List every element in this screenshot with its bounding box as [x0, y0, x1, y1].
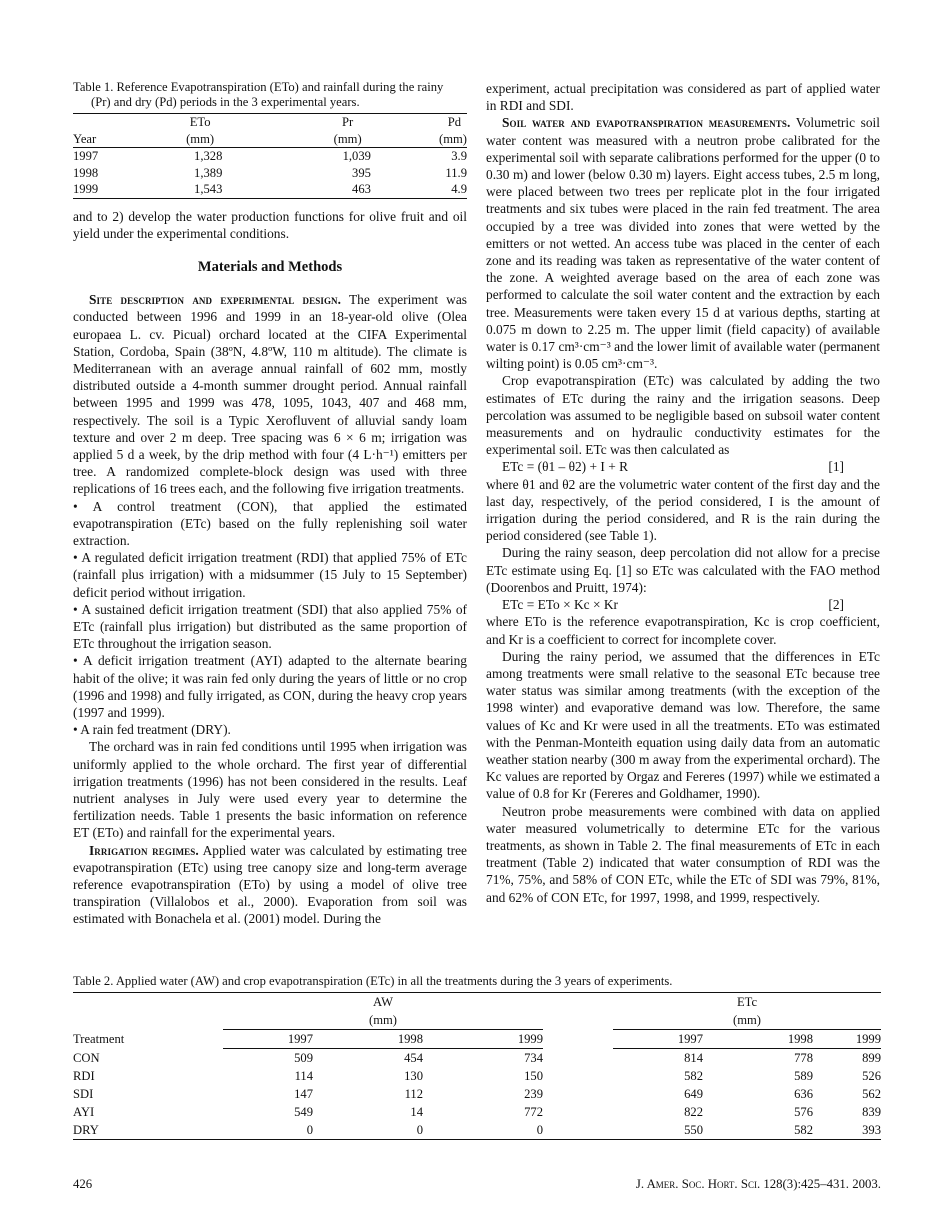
table2-cell-aw: 14	[410, 1105, 423, 1119]
table2-cell-treatment: RDI	[73, 1069, 95, 1083]
crop-paragraph: Crop evapotranspiration (ETc) was calculated by adding the two estimates of ETc during the rainy and the irrigation seasons. Deep percolation was assumed to be negligible based on subsoil water content measurements and on hydraulic conductivity estimates for the experimental soil. ETc was then calculated as	[486, 373, 880, 458]
table2-header-year: 1997	[223, 1030, 313, 1049]
table2-cell-aw: 114	[294, 1069, 313, 1083]
left-column	[73, 80, 467, 928]
table2-cell-aw: 454	[404, 1051, 423, 1065]
table2-header-year: 1998	[703, 1030, 813, 1049]
table1-cell-pd: 11.9	[445, 165, 467, 180]
orchard-paragraph: The orchard was in rain fed conditions until 1995 when irrigation was uniformly applied to the whole orchard. The first year of differential irrigation treatments (1996) has not been considered in the results. Leaf nutrient analyses in July were used every year to determine the fertilization needs. Table 1 presents the basic information on reference ET (ETo) and rainfall for the experimental years.	[73, 739, 467, 841]
right-column	[486, 80, 880, 906]
table2-spacer	[543, 1085, 613, 1103]
journal-citation: J. Amer. Soc. Hort. Sci. 128(3):425–431. 2003.	[635, 1177, 881, 1191]
table2-row	[73, 1049, 881, 1068]
table1-cell-eto: 1,389	[194, 165, 223, 180]
table2-row	[73, 1103, 881, 1121]
table2-cell-aw: 0	[536, 1123, 543, 1137]
table2-cell-aw: 509	[294, 1051, 313, 1065]
table1-caption-line1: Table 1. Reference Evapotranspiration (ETo) and rainfall during the rainy	[73, 80, 444, 94]
treatment-item: • A deficit irrigation treatment (AYI) adapted to the alternate bearing habit of the olive; it was rain fed only during the years of little or no crop (1996 and 1998) and fully irrigated, as CON, during the heavy crop years (1997 and 1999).	[73, 653, 467, 720]
table1-cell-pr: 463	[352, 182, 371, 196]
table1-cell-year: 1998	[73, 165, 99, 180]
table1-unit-pr: (mm)	[280, 131, 415, 148]
table2-row	[73, 1085, 881, 1103]
table2-cell-etc: 839	[862, 1105, 881, 1119]
table1-unit-eto: (mm)	[120, 131, 281, 148]
table1-row	[73, 148, 467, 165]
site-paragraph: The experiment was conducted between 1996 and 1999 in an 18-year-old olive (Olea europaea L. cv. Picual) orchard located at the CIFA Experimental Station, Cordoba, Spain (38ºN, 4.8ºW, 110 m altitude). The climate is Mediterranean with an average annual rainfall of 602 mm, mostly distributed outside a 4-month summer drought period. Annual rainfall between 1995 and 1999 was 478, 1095, 1043, 407 and 468 mm, respectively. The soil is a Typic Xerofluvent of alluvial sandy loam texture and over 2 m deep. Tree spacing was 6 × 6 m; irrigation was applied 5 d a week, by the drip method with four (4 L·h⁻¹) emitters per tree. A randomized complete-block design was used with three replications of 16 trees each, and the following five irrigation treatments.	[73, 292, 467, 497]
equation-2-body: ETc = ETo × Kc × Kr	[502, 597, 618, 613]
table1-row	[73, 165, 467, 182]
table2-cell-aw: 239	[524, 1087, 543, 1101]
equation-2-number: [2]	[828, 597, 844, 613]
table2-cell-treatment: AYI	[73, 1105, 95, 1119]
table2-unit-aw: (mm)	[223, 1011, 543, 1030]
table2-header-year: 1999	[423, 1030, 543, 1049]
table2-cell-aw: 130	[404, 1069, 423, 1083]
table2-cell-aw: 734	[524, 1051, 543, 1065]
table2-cell-aw: 112	[404, 1087, 423, 1101]
table2-cell-etc: 582	[794, 1123, 813, 1137]
table2-header-year: 1998	[313, 1030, 423, 1049]
during-paragraph: During the rainy period, we assumed that the differences in ETc among treatments were small relative to the seasonal ETc because tree water status was similar among treatments (with the exception of the 1998 winter) and evaporative demand was low. Therefore, the same values of Kc and Kr were used in all the treatments. ETo was estimated with the Penman-Monteith equation using daily data from an automatic weather station nearby (300 m away from the experimental orchard). The Kc values are reported by Orgaz and Fereres (1997) while we estimated a value of 0.8 for Kr (Fereres and Goldhamer, 1990).	[486, 648, 880, 802]
table2-cell-aw: 147	[294, 1087, 313, 1101]
table1-caption	[73, 80, 467, 110]
table2-spacer	[543, 1030, 613, 1049]
site-subheading: Site description and experimental design.	[89, 292, 342, 308]
table1-cell-pr: 395	[352, 165, 371, 180]
table1-cell-pd: 3.9	[451, 149, 467, 163]
table2-row	[73, 1121, 881, 1140]
table2-row	[73, 1067, 881, 1085]
table2-cell-etc: 576	[794, 1105, 813, 1119]
table1-unit-pd: (mm)	[415, 131, 467, 148]
soil-paragraph: Volumetric soil water content was measured with a neutron probe calibrated for the experimental soil with separate calibrations performed for the upper (0 to 0.30 m) and lower (below 0.30 m) layers. Eight access tubes, 2.5 m long, were placed between two trees per replicate plot in the four irrigated treatments and six tubes were placed in the rain fed treatment. The area occupied by a tree was divided into zones that were wetted by the emitters or not wetted. An access tube was placed in the center of each zone and its reading was taken as representative of the water content of the zone. A weighted average based on the area of each zone was performed to calculate the soil water content and the extraction by each tree. Measurements were taken every 15 d at various depths, starting at 0.075 m down to 2.25 m. The upper limit (field capacity) of available water is 0.17 cm³·cm⁻³ and the lower limit of available water (permanent wilting point) is 0.05 cm³·cm⁻³.	[486, 115, 880, 372]
where2-paragraph: where ETo is the reference evapotranspiration, Kc is crop coefficient, and Kr is a coefficient to correct for incomplete cover.	[486, 614, 880, 647]
table2-cell-aw: 0	[306, 1123, 313, 1137]
where1-paragraph: where θ1 and θ2 are the volumetric water content of the first day and the last day, respectively, of the period considered, I is the amount of irrigation during the period considered, and R is the rain during the period considered (see Table 1).	[486, 476, 880, 544]
table2-cell-treatment: SDI	[73, 1087, 94, 1101]
table1-cell-year: 1999	[73, 182, 99, 196]
treatment-item: • A rain fed treatment (DRY).	[73, 722, 231, 738]
table1-cell-pr: 1,039	[342, 149, 371, 163]
treatment-item: • A control treatment (CON), that applied the estimated evapotranspiration (ETc) based on the fully replenishing soil water extraction.	[73, 498, 467, 548]
table1-cell-eto: 1,328	[194, 149, 223, 163]
treatment-list	[73, 498, 467, 739]
table1-cell-pd: 4.9	[451, 182, 467, 196]
table1-header-eto: ETo	[189, 115, 211, 129]
soil-subheading: Soil water and evapotranspiration measurements.	[502, 115, 791, 131]
irrigation-paragraph: Applied water was calculated by estimating tree evapotranspiration (ETc) using tree canopy size and long-term average reference evapotranspiration (ETo) by using a model of olive tree transpiration (Villalobos et al., 2000). Evaporation from soil was estimated with Bonachela et al. (2001) model. During the	[73, 842, 467, 927]
equation-1-number: [1]	[828, 459, 844, 475]
treatment-item: • A sustained deficit irrigation treatment (SDI) that also applied 75% of ETc (rainfall plus irrigation) but distributed as the same proportion of ETc throughout the irrigation season.	[73, 601, 467, 652]
table1-header-year: Year	[73, 131, 120, 148]
table2-cell-etc: 636	[794, 1087, 813, 1101]
table2-cell-aw: 772	[524, 1105, 543, 1119]
rainy-paragraph: During the rainy season, deep percolation did not allow for a precise ETc estimate using Eq. [1] so ETc was calculated with the FAO method (Doorenbos and Pruitt, 1974):	[486, 545, 880, 595]
table1-caption-line2: (Pr) and dry (Pd) periods in the 3 experimental years.	[91, 95, 360, 109]
table1-cell-year: 1997	[73, 149, 99, 163]
table2-cell-etc: 822	[684, 1105, 703, 1119]
page-number: 426	[73, 1177, 93, 1191]
table2-cell-aw: 150	[524, 1069, 543, 1083]
table2-cell-etc: 589	[794, 1069, 813, 1083]
section-heading: Materials and Methods	[197, 258, 343, 275]
treatment-item: • A regulated deficit irrigation treatment (RDI) that applied 75% of ETc (rainfall plus irrigation) with a midsummer (15 July to 15 September) deficit period without irrigation.	[73, 550, 467, 600]
intro-paragraph: and to 2) develop the water production functions for olive fruit and oil yield under the experimental conditions.	[73, 208, 467, 241]
table2-cell-aw: 0	[416, 1123, 423, 1137]
equation-2	[486, 596, 880, 613]
table2-cell-etc: 393	[862, 1123, 881, 1137]
table2-block	[73, 974, 881, 1140]
table1-header-pd: Pd	[447, 115, 461, 129]
table2-group-aw: AW	[373, 995, 393, 1009]
irrigation-subheading: Irrigation regimes.	[89, 842, 199, 858]
neutron-paragraph: Neutron probe measurements were combined with data on applied water measured volumetrically to determine ETc for the various treatments, as shown in Table 2. The final measurements of ETc in each treatment (Table 2) indicated that water consumption of RDI was the 71%, 75%, and 58% of CON ETc, while the ETc of SDI was 79%, 81%, and 62% of CON ETc, for 1997, 1998, and 1999, respectively.	[486, 803, 880, 905]
table2-header-treatment: Treatment	[73, 1032, 125, 1046]
table1	[73, 113, 467, 199]
table2-header-year: 1999	[813, 1030, 881, 1049]
table2-cell-etc: 526	[862, 1069, 881, 1083]
table2-cell-etc: 582	[684, 1069, 703, 1083]
table2-unit-etc: (mm)	[613, 1011, 881, 1030]
table2-cell-etc: 649	[684, 1087, 703, 1101]
table2-spacer	[543, 1067, 613, 1085]
table1-cell-eto: 1,543	[194, 182, 223, 196]
table2-group-etc: ETc	[736, 995, 758, 1009]
table2-cell-etc: 814	[684, 1051, 703, 1065]
table2-cell-treatment: CON	[73, 1050, 100, 1065]
table2-cell-treatment: DRY	[73, 1123, 99, 1137]
table2-cell-aw: 549	[294, 1105, 313, 1119]
table2-cell-etc: 562	[862, 1087, 881, 1101]
table2-cell-etc: 778	[794, 1051, 813, 1065]
continued-paragraph: experiment, actual precipitation was considered as part of applied water in RDI and SDI.	[486, 81, 880, 114]
table2-spacer	[543, 1049, 613, 1068]
table2-cell-etc: 550	[684, 1123, 703, 1137]
table2-cell-etc: 899	[862, 1051, 881, 1065]
table2	[73, 992, 881, 1140]
table2-spacer	[543, 1103, 613, 1121]
table1-row	[73, 181, 467, 198]
table2-caption: Table 2. Applied water (AW) and crop evapotranspiration (ETc) in all the treatments during the 3 years of experiments.	[73, 974, 673, 988]
equation-1-body: ETc = (θ1 – θ2) + I + R	[502, 459, 629, 475]
table2-spacer	[543, 1121, 613, 1140]
equation-1	[486, 458, 880, 475]
table1-header-pr: Pr	[342, 115, 354, 129]
table2-header-year: 1997	[613, 1030, 703, 1049]
